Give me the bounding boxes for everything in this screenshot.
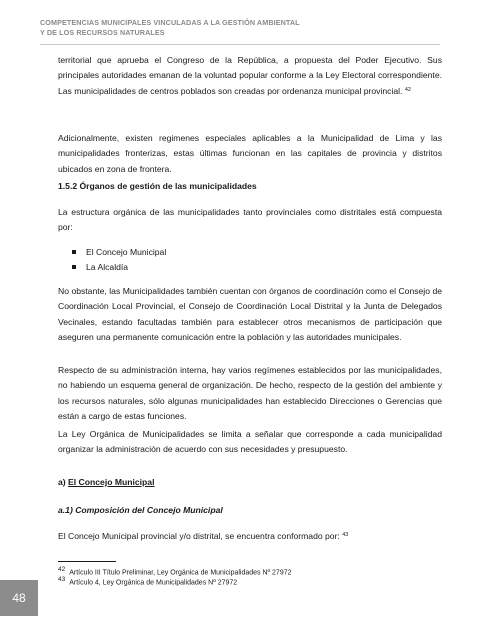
list-item: La Alcaldía [70,260,166,275]
footnote-ref-42[interactable]: 42 [404,86,411,93]
running-header [40,18,300,38]
paragraph-3: La estructura orgánica de las municipalidades tanto provinciales como distritales está compuesta por: [58,207,442,233]
paragraph-7 [58,529,442,544]
footnote-text: Artículo 4, Ley Orgánica de Municipalidades Nº 27972 [69,579,238,587]
footnote-ref-43[interactable]: 43 [342,532,349,538]
footnote-number: 43 [58,576,66,583]
paragraph-1 [58,53,442,99]
paragraph-1-text: territorial que aprueba el Congreso de la República, a propuesta del Poder Ejecutivo. Sus principales autoridades emanan de la voluntad popular conforme a la Ley Electoral correspondiente. Las municipalidades de centros poblados son creadas por ordenanza municipal provincial. [58,55,442,96]
subsection-a-heading [58,477,154,487]
footnote-number: 42 [58,566,66,573]
page-number-tab [0,580,38,616]
subsection-a-prefix: a) [58,477,66,487]
footnote-43 [58,575,237,587]
subsection-a-title: El Concejo Municipal [68,477,155,487]
list-item: El Concejo Municipal [70,245,166,260]
running-header-line2: Y DE LOS RECURSOS NATURALES [40,28,165,37]
section-heading: 1.5.2 Órganos de gestión de las municipalidades [58,181,257,191]
page-number: 48 [12,591,26,605]
paragraph-6: La Ley Orgánica de Municipalidades se limita a señalar que corresponde a cada municipalidad organizar la administración de acuerdo con sus necesidades y presupuesto. [58,429,442,455]
header-divider [40,44,440,45]
paragraph-7-text: El Concejo Municipal provincial y/o distrital, se encuentra conformado por: [58,531,340,541]
running-header-line1: COMPETENCIAS MUNICIPALES VINCULADAS A LA GESTIÓN AMBIENTAL [40,18,300,27]
paragraph-5: Respecto de su administración interna, hay varios regímenes establecidos por las municipalidades, no habiendo un esquema general de organización. De hecho, respecto de la gestión del ambiente y los recursos naturales, sólo algunas municipalidades han establecido Direcciones o Gerencias que están a cargo de estas funciones. [58,365,442,422]
footnote-text: Artículo III Título Preliminar, Ley Orgánica de Municipalidades Nº 27972 [69,569,292,577]
organ-list [70,245,166,276]
subsection-a1-heading: a.1) Composición del Concejo Municipal [58,505,223,515]
paragraph-2: Adicionalmente, existen regimenes especiales aplicables a la Municipalidad de Lima y las municipalidades fronterizas, estas últimas funcionan en las capitales de provincia y distritos ubicados en zona de frontera. [58,133,442,174]
footnote-divider [58,561,116,562]
paragraph-4: No obstante, las Municipalidades también cuentan con órganos de coordinación como el Consejo de Coordinación Local Provincial, el Consejo de Coordinación Local Distrital y la Junta de Delegados Vecinales, estando facultadas también para establecer otros mecanismos de participación que aseguren una permanente comunicación entre la población y las autoridades municipales. [58,286,442,343]
